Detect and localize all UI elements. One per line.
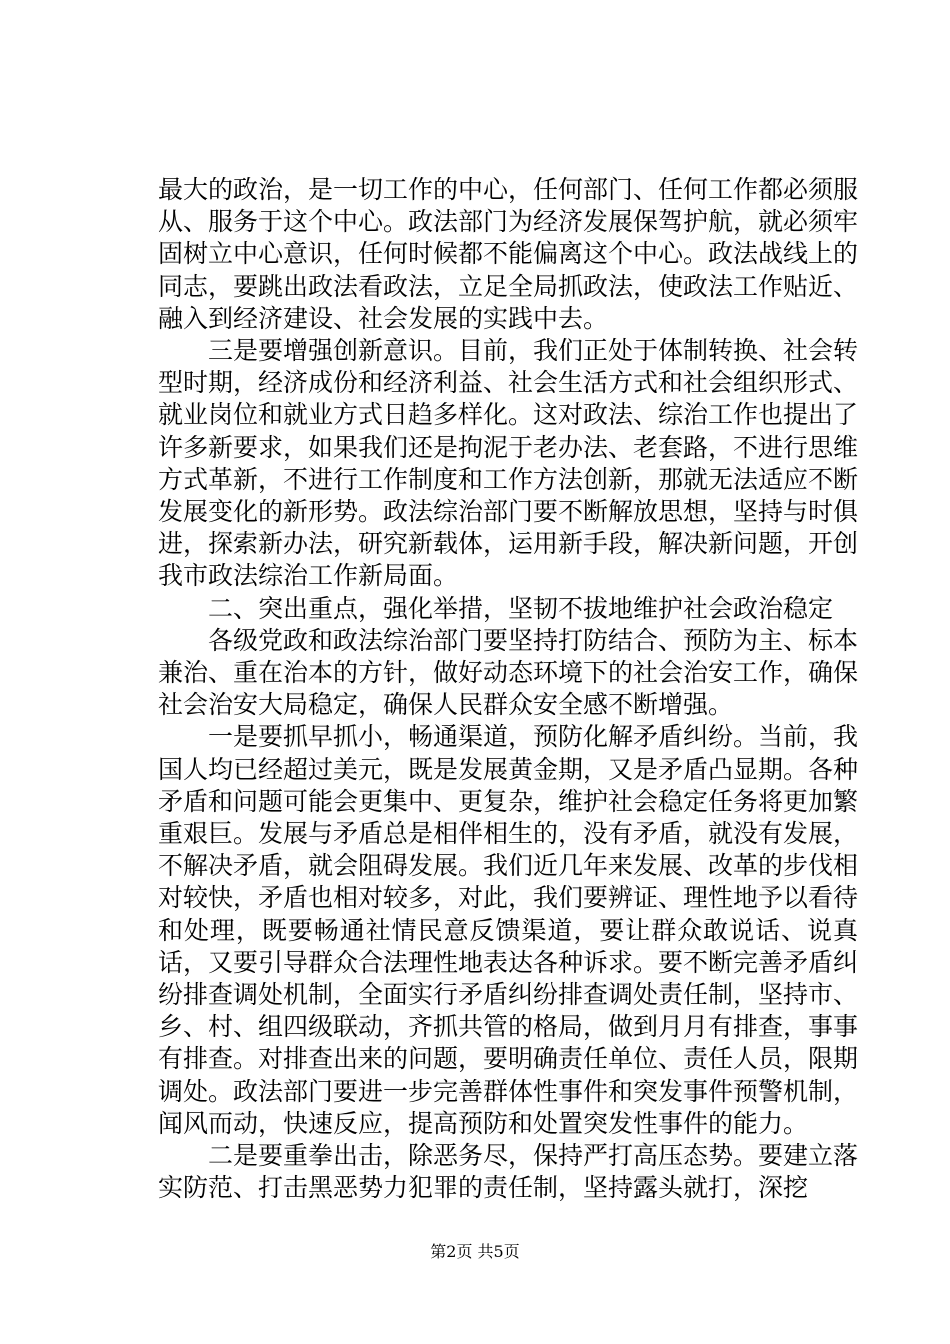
paragraph-1: 最大的政治，是一切工作的中心，任何部门、任何工作都必须服从、服务于这个中心。政法部门为经济发展保驾护航，就必须牢固树立中心意识，任何时候都不能偏离这个中心。政法战线上的同志，要跳出政法看政法，立足全局抓政法，使政法工作贴近、融入到经济建设、社会发展的实践中去。 — [158, 175, 859, 333]
paragraph-3: 各级党政和政法综治部门要坚持打防结合、预防为主、标本兼治、重在治本的方针，做好动态环境下的社会治安工作，确保社会治安大局稳定，确保人民群众安全感不断增强。 — [158, 625, 859, 720]
paragraph-4: 一是要抓早抓小，畅通渠道，预防化解矛盾纠纷。当前，我国人均已经超过美元，既是发展黄金期，又是矛盾凸显期。各种矛盾和问题可能会更集中、更复杂，维护社会稳定任务将更加繁重艰巨。发展与矛盾总是相伴相生的，没有矛盾，就没有发展，不解决矛盾，就会阻碍发展。我们近几年来发展、改革的步伐相对较快，矛盾也相对较多，对此，我们要辨证、理性地予以看待和处理，既要畅通社情民意反馈渠道，要让群众敢说话、说真话，又要引导群众合法理性地表达各种诉求。要不断完善矛盾纠纷排查调处机制，全面实行矛盾纠纷排查调处责任制，坚持市、乡、村、组四级联动，齐抓共管的格局，做到月月有排查，事事有排查。对排查出来的问题，要明确责任单位、责任人员，限期调处。政法部门要进一步完善群体性事件和突发事件预警机制，闻风而动，快速反应，提高预防和处置突发性事件的能力。 — [158, 722, 859, 1138]
body-text — [158, 174, 858, 1205]
paragraph-2: 三是要增强创新意识。目前，我们正处于体制转换、社会转型时期，经济成份和经济利益、社会生活方式和社会组织形式、就业岗位和就业方式日趋多样化。这对政法、综治工作也提出了许多新要求，如果我们还是拘泥于老办法、老套路，不进行思维方式革新，不进行工作制度和工作方法创新，那就无法适应不断发展变化的新形势。政法综治部门要不断解放思想，坚持与时俱进，探索新办法，研究新载体，运用新手段，解决新问题，开创我市政法综治工作新局面。 — [158, 336, 859, 591]
section-heading: 二、突出重点，强化举措，坚韧不拔地维护社会政治稳定 — [208, 593, 834, 623]
page-footer: 第2页 共5页 — [430, 1242, 520, 1261]
paragraph-5: 二是要重拳出击，除恶务尽，保持严打高压态势。要建立落实防范、打击黑恶势力犯罪的责任制，坚持露头就打，深挖 — [158, 1141, 859, 1203]
